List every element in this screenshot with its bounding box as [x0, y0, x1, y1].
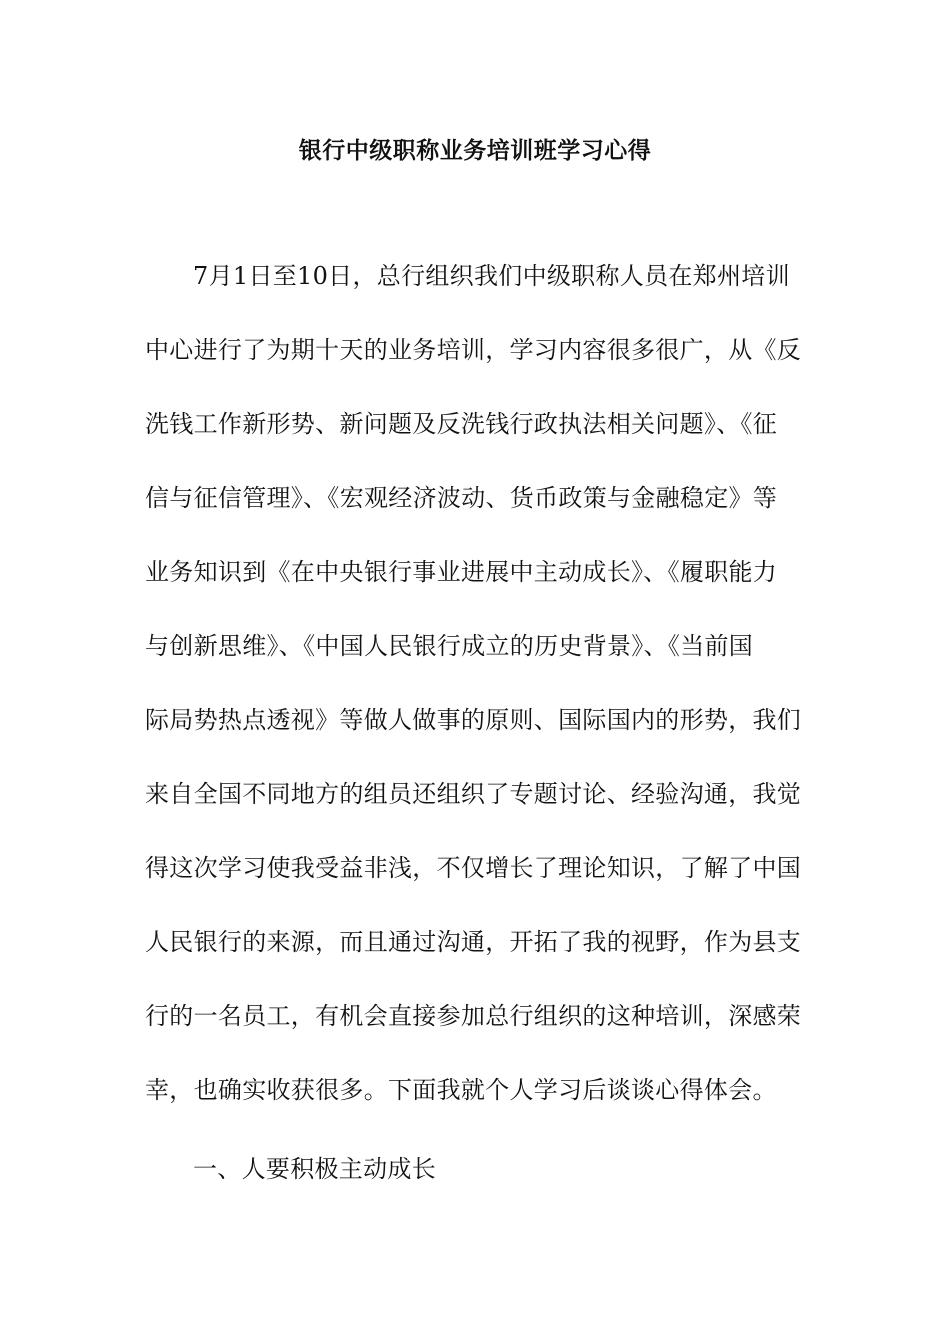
paragraph-line: 行的一名员工，有机会直接参加总行组织的这种培训，深感荣	[145, 1002, 802, 1030]
paragraph-line: 信与征信管理》、《宏观经济波动、货币政策与金融稳定》等	[145, 484, 778, 512]
paragraph-line: 与创新思维》、《中国人民银行成立的历史背景》、《当前国	[145, 632, 754, 660]
body-paragraph	[145, 256, 807, 1144]
document-title: 银行中级职称业务培训班学习心得	[298, 138, 652, 164]
paragraph-line: 人民银行的来源，而且通过沟通，开拓了我的视野，作为县支	[145, 928, 802, 956]
paragraph-line: 7月1日至10日，总行组织我们中级职称人员在郑州培训	[193, 262, 790, 290]
paragraph-line: 幸，也确实收获很多。下面我就个人学习后谈谈心得体会。	[145, 1076, 777, 1104]
paragraph-line: 来自全国不同地方的组员还组织了专题讨论、经验沟通，我觉	[145, 780, 802, 808]
paragraph-line: 际局势热点透视》等做人做事的原则、国际国内的形势，我们	[145, 706, 802, 734]
paragraph-line: 得这次学习使我受益非浅，不仅增长了理论知识，了解了中国	[145, 854, 802, 882]
paragraph-line: 中心进行了为期十天的业务培训，学习内容很多很广，从《反	[145, 336, 802, 364]
paragraph-line: 业务知识到《在中央银行事业进展中主动成长》、《履职能力	[145, 558, 778, 586]
section-heading: 一、人要积极主动成长	[193, 1155, 436, 1183]
paragraph-line: 洗钱工作新形势、新问题及反洗钱行政执法相关问题》、《征	[145, 410, 778, 438]
